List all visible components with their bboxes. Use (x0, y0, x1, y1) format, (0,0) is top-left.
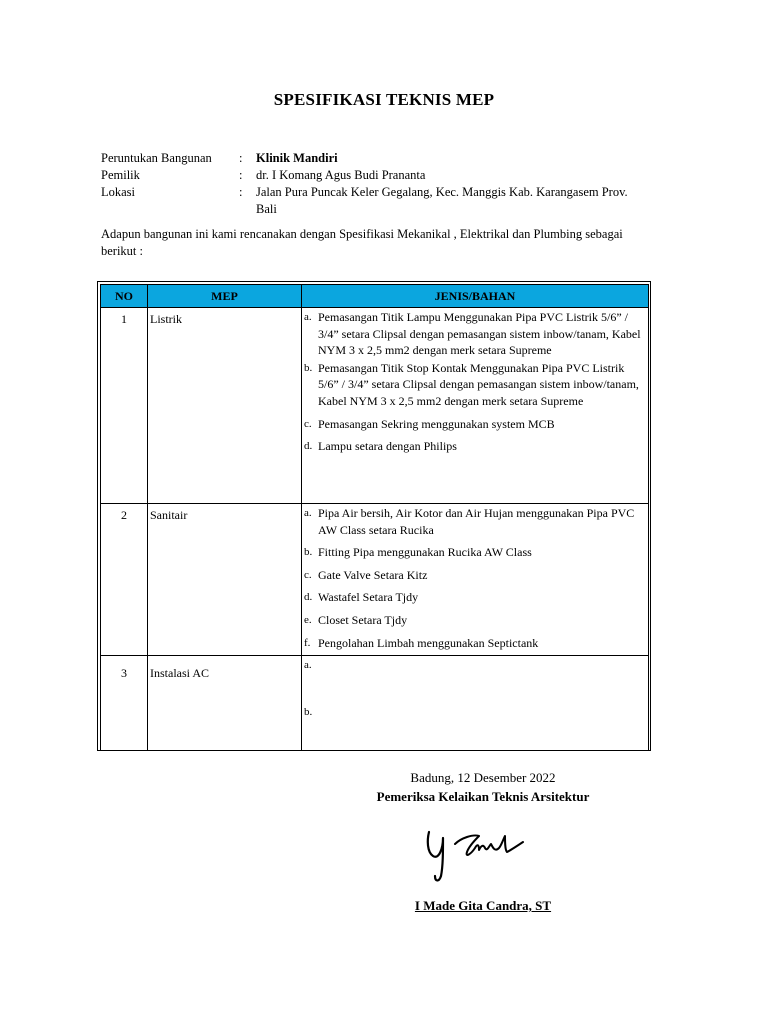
item-marker: b. (304, 361, 313, 374)
item-text: Pemasangan Sekring menggunakan system MCB (318, 416, 555, 431)
item-text: Pipa Air bersih, Air Kotor dan Air Hujan menggunakan Pipa PVC AW Class setara Rucika (318, 506, 635, 537)
item-marker: c. (304, 417, 312, 430)
item-text: Gate Valve Setara Kitz (318, 567, 428, 582)
signature-role: Pemeriksa Kelaikan Teknis Arsitektur (376, 789, 590, 804)
row-items (302, 308, 649, 504)
item-text: Fitting Pipa menggunakan Rucika AW Class (318, 545, 532, 560)
list-item (302, 583, 648, 606)
signature-place-date: Badung, 12 Desember 2022 (410, 770, 556, 785)
list-item (302, 359, 648, 410)
info-row-peruntukan (101, 150, 646, 167)
header-no: NO (101, 285, 148, 308)
handwritten-signature-image (421, 818, 541, 888)
list-item (302, 606, 648, 629)
item-marker: a. (304, 659, 312, 671)
list-item (302, 308, 648, 359)
item-text: Closet Setara Tjdy (318, 612, 408, 627)
signatory-name (310, 898, 656, 914)
intro-paragraph: Adapun bangunan ini kami rencanakan dengan Spesifikasi Mekanikal , Elektrikal dan Plumbing sebagai berikut : (101, 227, 623, 258)
item-text: Lampu setara dengan Philips (318, 439, 457, 454)
header-mep: MEP (148, 285, 302, 308)
info-label: Peruntukan Bangunan (101, 151, 212, 165)
table-header-row (101, 285, 649, 308)
row-no: 2 (101, 504, 148, 656)
item-text: Pemasangan Titik Lampu Menggunakan Pipa PVC Listrik 5/6” / 3/4” setara Clipsal dengan pemasangan sistem inbow/tanam, Kabel NYM 3 x 2,5 mm2 dengan merk setara Supreme (318, 310, 641, 358)
item-text: Pengolahan Limbah menggunakan Septictank (318, 635, 539, 650)
item-marker: f. (304, 636, 311, 649)
list-item (302, 504, 648, 538)
info-row-lokasi (101, 184, 646, 218)
item-marker: d. (304, 440, 313, 453)
info-colon: : (239, 168, 243, 182)
table-row (101, 504, 649, 656)
signatory-name-text: I Made Gita Candra, ST (414, 898, 552, 913)
list-item (302, 561, 648, 584)
info-row-pemilik (101, 167, 646, 184)
list-item (302, 410, 648, 433)
row-no: 3 (101, 656, 148, 751)
list-item (302, 656, 648, 703)
list-item (302, 629, 648, 652)
item-marker: d. (304, 591, 313, 604)
info-label: Pemilik (101, 168, 140, 182)
info-colon: : (239, 151, 243, 165)
item-marker: e. (304, 613, 312, 626)
item-marker: a. (304, 507, 312, 519)
info-colon: : (239, 185, 243, 199)
item-marker: c. (304, 568, 312, 581)
project-info (101, 150, 646, 218)
item-text (318, 704, 648, 721)
item-text (318, 657, 648, 703)
mep-table-frame (97, 281, 651, 751)
row-mep: Listrik (148, 308, 302, 504)
item-marker: a. (304, 311, 312, 323)
row-items (302, 504, 649, 656)
table-row (101, 308, 649, 504)
row-mep: Instalasi AC (148, 656, 302, 751)
row-mep: Sanitair (148, 504, 302, 656)
list-item (302, 703, 648, 721)
row-items (302, 656, 649, 751)
item-marker: b. (304, 706, 313, 718)
item-text: Wastafel Setara Tjdy (318, 590, 419, 605)
mep-table (100, 284, 649, 751)
info-value: dr. I Komang Agus Budi Prananta (256, 168, 426, 182)
document-title: SPESIFIKASI TEKNIS MEP (273, 90, 495, 109)
item-marker: b. (304, 546, 313, 559)
list-item (302, 432, 648, 455)
info-value: Klinik Mandiri (256, 151, 338, 165)
item-text: Pemasangan Titik Stop Kontak Menggunakan Pipa PVC Listrik 5/6” / 3/4” setara Clipsal dengan pemasangan sistem inbow/tanam, Kabel NYM 3 x 2,5 mm2 dengan merk setara Supreme (318, 360, 639, 408)
list-item (302, 538, 648, 561)
info-label: Lokasi (101, 185, 136, 199)
info-value: Jalan Pura Puncak Keler Gegalang, Kec. Manggis Kab. Karangasem Prov. Bali (256, 185, 628, 216)
table-row (101, 656, 649, 751)
row-no: 1 (101, 308, 148, 504)
header-jenis-bahan: JENIS/BAHAN (302, 285, 649, 308)
